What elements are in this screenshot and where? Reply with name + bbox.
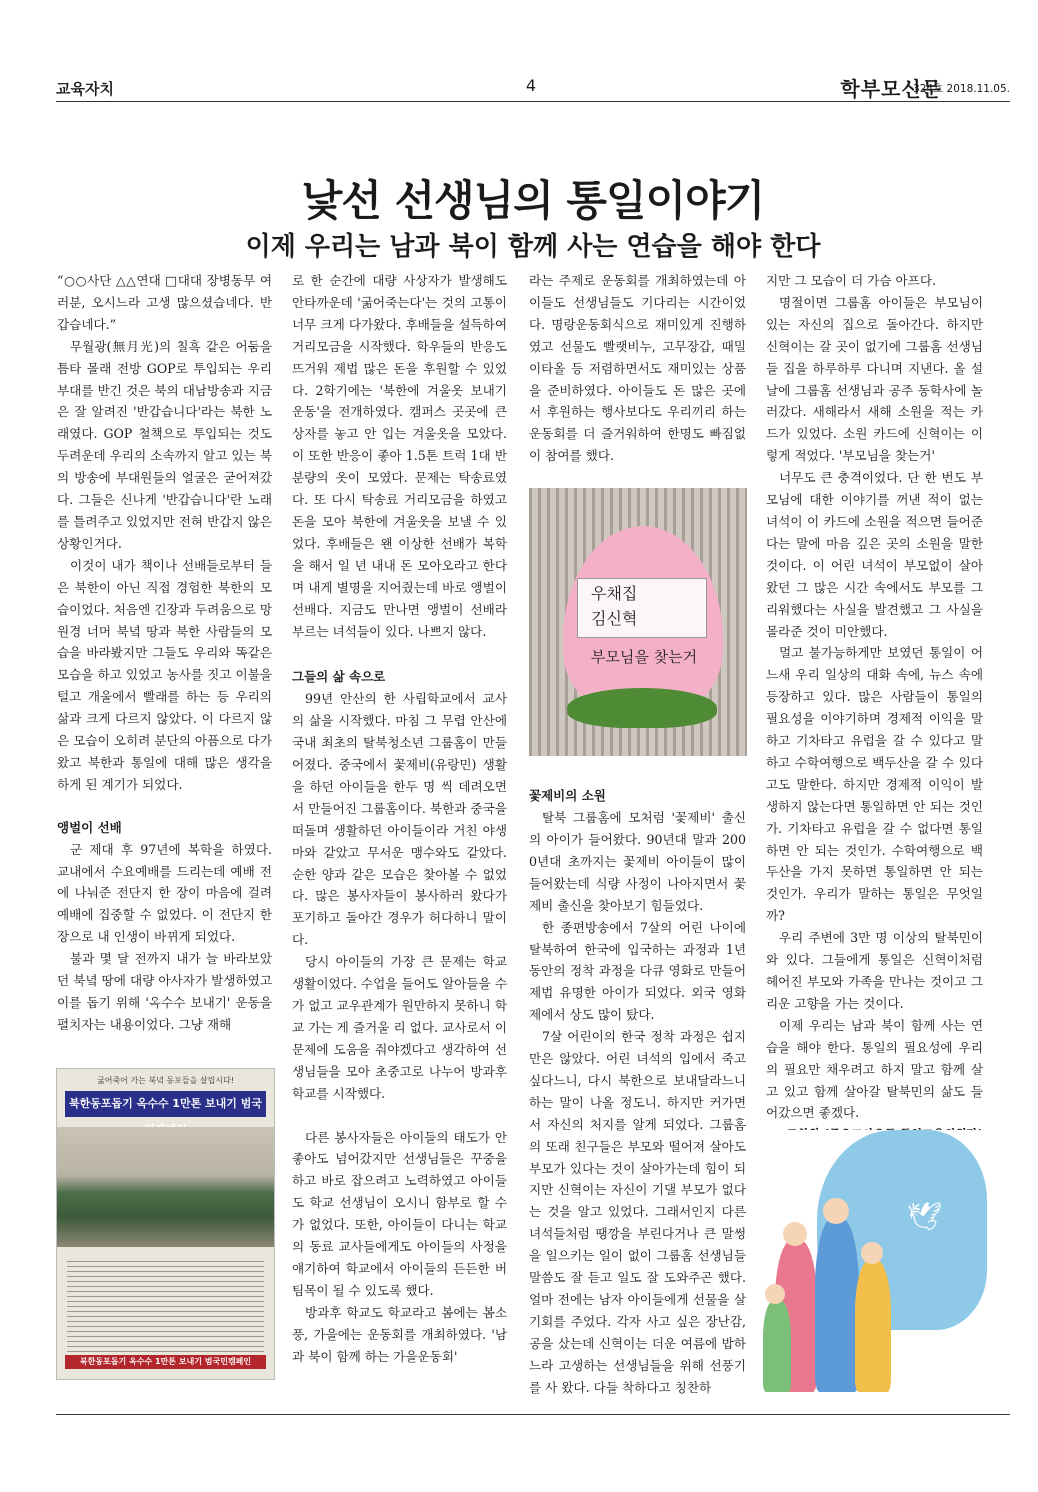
paragraph: 탈북 그룹홈에 모처럼 '꽃제비' 출신의 아이가 들어왔다. 90년대 말과 2000년대 초까지는 꽃제비 아이들이 많이 들어왔는데 식량 사정이 나아지면서 꽃제비 출신을 찾아보기 힘들었다. xyxy=(529,810,746,913)
paragraph: “○○사단 △△연대 □대대 장병동무 여러분, 오시느라 고생 많으셨습네다. 반갑습네다.” xyxy=(57,273,272,332)
person-head xyxy=(823,1198,849,1224)
footer-rule xyxy=(56,1414,1010,1415)
poster-title: 북한동포돕기 옥수수 1만톤 보내기 범국 xyxy=(65,1091,266,1117)
column-1 xyxy=(57,270,272,1036)
paragraph: 군 제대 후 97년에 복학을 하였다. 교내에서 수요예배를 드리는데 예배 전에 나눠준 전단지 한 장이 마음에 걸려 예배에 집중할 수 없었다. 이 전단지 한 장으로 내 인생이 바뀌게 되었다. xyxy=(57,841,272,945)
paragraph: 우리 주변에 3만 명 이상의 탈북민이 와 있다. 그들에게 통일은 신혁이처럼 헤어진 부모와 가족을 만나는 것이고 그리운 고향을 가는 것이다. xyxy=(766,930,983,1011)
header-rule xyxy=(56,101,1010,102)
poster-body-text xyxy=(67,1257,264,1357)
train-photo xyxy=(57,1127,274,1247)
poster-footer: 북한동포돕기 옥수수 1만톤 보내기 범국민캠페인 xyxy=(65,1355,266,1369)
paragraph: 당시 아이들의 가장 큰 문제는 학교생활이었다. 수업을 들어도 알아들을 수가 없고 교우관계가 원만하지 못하니 학교 가는 게 즐거울 리 없다. 교사로서 이 문제에 도움을 줘야겠다고 생각하여 선생님들을 모아 초중고로 나누어 방과후 학교를 시작했다. xyxy=(292,954,507,1101)
person-head xyxy=(861,1242,883,1264)
paragraph: 7살 어린이의 한국 정착 과정은 쉽지만은 않았다. 어린 녀석의 입에서 죽고 싶다느니, 다시 북한으로 보내달라느니 하는 말이 나올 정도니. 하지만 커가면서 자신의 처지를 알게 되었다. 그룹홈의 또래 친구들은 부모와 떨어져 살아도 부모가 있다는 것이 살아가는데 힘이 되지만 신혁이는 자신이 기댈 부모가 없다는 것을 알고 있었다. 그래서인지 다른 녀석들처럼 땡깡을 부린다거나 큰 말썽을 일으키는 일이 없이 그룹홈 선생님들 말씀도 잘 듣고 일도 잘 도와주곤 했다. 얼마 전에는 남자 아이들에게 선물을 살 기회를 주었다. 각자 사고 싶은 장난감, 공을 샀는데 신혁이는 더운 여름에 밥하느라 고생하는 선생님들을 위해 선풍기를 사 왔다. 다들 착하다고 칭찬하 xyxy=(529,1029,746,1395)
person-figure xyxy=(763,1300,791,1392)
section-heading: 꽃제비의 소원 xyxy=(529,788,606,804)
paragraph: 무월광(無月光)의 칠흑 같은 어둠을 틈타 몰래 전방 GOP로 투입되는 우리 부대를 반긴 것은 북의 대남방송과 지금은 잘 알려진 '반갑습니다'라는 북한 노래였다. GOP 철책으로 투입되는 것도 두려운데 우리의 소속까지 알고 있는 북의 방송에 부대원들의 얼굴은 굳어져갔다. 그들은 신나게 '반갑습니다'란 노래를 틀려주고 있었지만 전혀 반갑지 않은 상황인거다. xyxy=(57,338,272,551)
paragraph: 불과 몇 달 전까지 내가 늘 바라보았던 북녘 땅에 대량 아사자가 발생하였고 이를 돕기 위해 '옥수수 보내기' 운동을 펼치자는 내용이었다. 그냥 재해 xyxy=(57,951,272,1032)
wish-card-photo xyxy=(529,488,747,756)
section-heading: 앵벌이 선배 xyxy=(57,819,122,835)
section-name: 교육자치 xyxy=(56,80,114,98)
person-head xyxy=(783,1222,807,1246)
column-3 xyxy=(529,270,746,1399)
article-title: 낯선 선생님의 통일이야기 xyxy=(301,176,765,226)
newspaper-logo: 학부모신문 xyxy=(840,77,942,101)
card-name-2: 김신혁 xyxy=(591,609,638,628)
article-subtitle: 이제 우리는 남과 북이 함께 사는 연습을 해야 한다 xyxy=(245,231,821,262)
paragraph: 너무도 큰 충격이었다. 단 한 번도 부모님에 대한 이야기를 꺼낸 적이 없는 녀석이 이 카드에 소원을 적으면 들어준다는 말에 마음 깊은 곳의 소원을 말한 것이다. 이 어린 녀석이 부모없이 살아왔던 그 많은 시간 속에서도 부모를 그리워했다는 사실을 발견했고 그 사실을 몰라준 것이 미안했다. xyxy=(766,470,983,639)
issue-date: 324호 2018.11.05. xyxy=(913,83,1010,95)
paragraph: 다른 봉사자들은 아이들의 태도가 안 좋아도 넘어갔지만 선생님들은 꾸중을 하고 바로 잡으려고 노력하였고 아이들도 학교 선생님이 오시니 함부로 할 수가 없었다. 또한, 아이들이 다니는 학교의 동료 교사들에게도 아이들의 사정을 얘기하여 학교에서 아이들의 든든한 버팀목이 될 수 있도록 했다. xyxy=(292,1129,507,1298)
poster-banner: 굶어죽어 가는 북녘 동포들을 살립시다! xyxy=(96,1076,235,1085)
person-figure xyxy=(855,1260,891,1392)
paragraph: 명절이면 그룹홈 아이들은 부모님이 있는 자신의 집으로 돌아간다. 하지만 신혁이는 갈 곳이 없기에 그룹홈 선생님들 집을 하루하루 다니며 지낸다. 올 설날에 그룹홈 선생님과 공주 동학사에 놀러갔다. 새해라서 새해 소원을 적는 카드가 있었다. 소원 카드에 신혁이는 이렇게 적었다. '부모님을 찾는거' xyxy=(766,294,983,464)
person-figure xyxy=(815,1218,859,1392)
dove-icon: 🕊 xyxy=(907,1200,943,1233)
page-number: 4 xyxy=(525,76,537,95)
paragraph: 로 한 순간에 대량 사상자가 발생해도 안타까운데 '굶어죽는다'는 것의 고통이 너무 크게 다가왔다. 후배들을 설득하여 거리모금을 시작했다. 학우들의 반응도 뜨거워 제법 많은 돈을 후원할 수 있었다. 2학기에는 '북한에 겨울옷 보내기 운동'을 전개하였다. 캠퍼스 곳곳에 큰 상자를 놓고 안 입는 겨울옷을 모았다. 이 또한 반응이 좋아 1.5톤 트럭 1대 반 분량의 옷이 모였다. 문제는 탁송료였다. 또 다시 탁송료 거리모금을 하였고 돈을 모아 북한에 겨울옷을 보낼 수 있었다. 후배들은 왠 이상한 선배가 복학을 해서 일 년 내내 돈 모아오라고 한다며 내게 별명을 지어줬는데 바로 앵벌이 선배다. 지금도 만나면 앵벌이 선배라 부르는 녀석들이 있다. 나쁘지 않다. xyxy=(292,273,507,639)
paragraph: 이것이 내가 책이나 선배들로부터 들은 북한이 아닌 직접 경험한 북한의 모습이었다. 처음엔 긴장과 두려움으로 망원경 너머 북녘 땅과 북한 사람들의 모습을 바라봤지만 그들도 우리와 똑같은 모습을 하고 있었고 농사를 짓고 이불을 털고 개울에서 빨래를 하는 등 우리의 삶과 크게 다르지 않았다. 이 다르지 않은 모습이 오히려 분단의 아픔으로 다가왔고 북한과 통일에 대해 많은 생각을 하게 된 계기가 되었다. xyxy=(57,557,272,792)
column-2 xyxy=(292,270,507,1368)
card-wish-text: 부모님을 찾는거 xyxy=(590,648,698,666)
paragraph: 멀고 불가능하게만 보였던 통일이 어느새 우리 일상의 대화 속에, 뉴스 속에 등장하고 있다. 많은 사람들이 통일의 필요성을 이야기하며 경제적 이익을 말하고 기차타고 유럽을 갈 수 있다고 말하고 수학여행으로 백두산을 갈 수 있다고도 말한다. 하지만 경제적 이익이 발생하지 않는다면 통일하면 안 되는 것인가. 기차타고 유럽을 갈 수 없다면 통일하면 안 되는 것인가. 수학여행으로 백두산을 가지 못하면 통일하면 안 되는 것인가. 우리가 말하는 통일은 무엇일까? xyxy=(766,645,983,924)
paragraph: 지만 그 모습이 더 가슴 아프다. xyxy=(766,273,937,288)
paragraph: 99년 안산의 한 사립학교에서 교사의 삶을 시작했다. 마침 그 무렵 안산에 국내 최초의 탈북청소년 그룹홈이 만들어졌다. 중국에서 꽃제비(유랑민) 생활을 하던 아이들을 한두 명 씩 데려오면서 만들어진 그룹홈이다. 북한과 중국을 떠돌며 생활하던 아이들이라 거친 야생마와 같았고 무서운 맹수와도 같았다. 순한 양과 같은 모습은 찾아볼 수 없었다. 많은 봉사자들이 봉사하러 왔다가 포기하고 돌아간 경우가 허다하니 말이다. xyxy=(292,691,507,948)
paragraph: 한 종편방송에서 7살의 어린 나이에 탈북하여 한국에 입국하는 과정과 1년 동안의 정착 과정을 다큐 영화로 만들어 제법 유명한 아이가 되었다. 외국 영화제에서 상도 많이 탔다. xyxy=(529,919,746,1023)
paragraph: 라는 주제로 운동회를 개최하였는데 아이들도 선생님들도 기다리는 시간이었다. 명랑운동회식으로 재미있게 진행하였고 선물도 빨랫비누, 고무장갑, 때밀이타올 등 저렴하면서도 재미있는 상품을 준비하였다. 아이들도 돈 많은 곳에서 후원하는 행사보다도 우리끼리 하는 운동회를 더 즐거워하여 한명도 빠짐없이 참여를 했다. xyxy=(529,273,746,464)
family-map-illustration xyxy=(757,1130,989,1392)
person-head xyxy=(765,1284,785,1304)
column-4 xyxy=(766,270,983,1146)
section-heading: 그들의 삶 속으로 xyxy=(292,669,386,685)
paragraph: 이제 우리는 남과 북이 함께 사는 연습을 해야 한다. 통일의 필요성에 우리의 필요만 채우려고 하지 말고 함께 살고 있고 함께 살아갈 탈북민의 삶도 들어갔으면 좋겠다. xyxy=(766,1017,983,1121)
lotus-leaf xyxy=(567,688,717,728)
page-header xyxy=(56,76,1010,100)
card-name-1: 우채집 xyxy=(591,584,638,603)
campaign-poster-image xyxy=(56,1068,275,1380)
paragraph: 방과후 학교도 학교라고 봄에는 봄소풍, 가을에는 운동회를 개최하였다. '남과 북이 함께 하는 가을운동회' xyxy=(292,1304,507,1364)
